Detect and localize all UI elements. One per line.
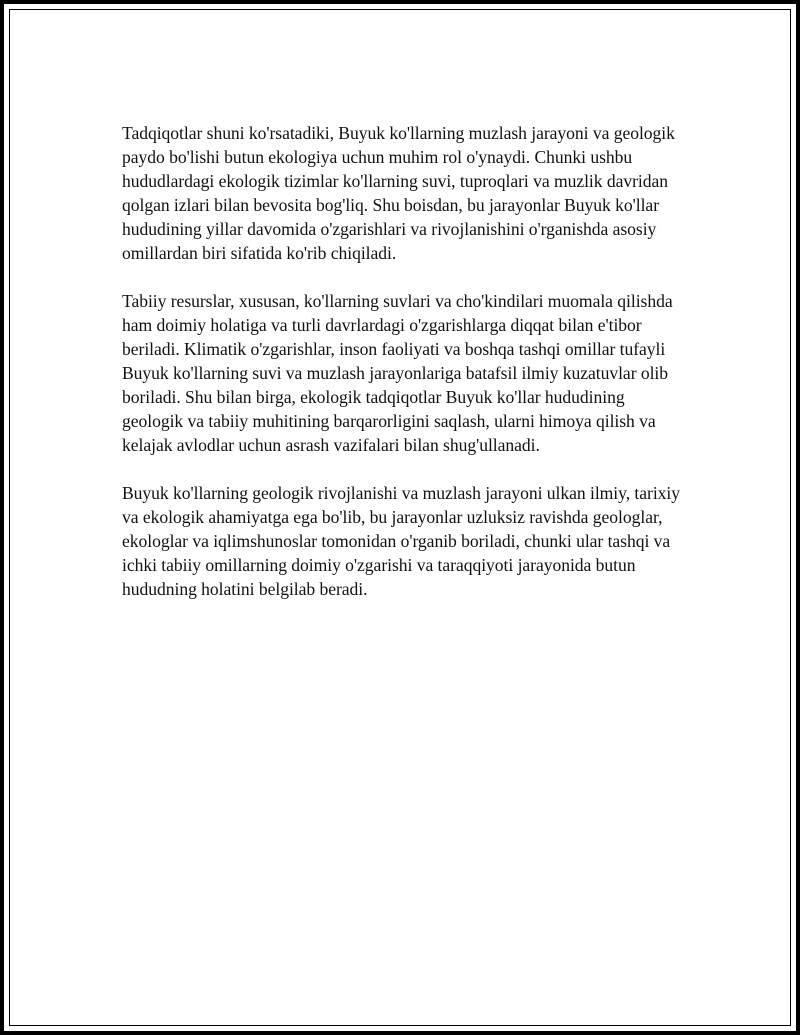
paragraph-3: Buyuk ko'llarning geologik rivojlanishi va muzlash jarayoni ulkan ilmiy, tarixiy va ekologik ahamiyatga ega bo'lib, bu jarayonlar uzluksiz ravishda geologlar, ekologlar va iqlimshunoslar tomonidan o'rganib boriladi, chunki ular tashqi va ichki tabiiy omillarning doimiy o'zgarishi va taraqqiyoti jarayonida butun hududning holatini belgilab beradi.: [122, 483, 681, 599]
paragraph-2: Tabiiy resurslar, xususan, ko'llarning suvlari va cho'kindilari muomala qilishda ham doimiy holatiga va turli davrlardagi o'zgarishlarga diqqat bilan e'tibor beriladi. Klimatik o'zgarishlar, inson faoliyati va boshqa tashqi omillar tufayli Buyuk ko'llarning suvi va muzlash jarayonlariga batafsil ilmiy kuzatuvlar olib boriladi. Shu bilan birga, ekologik tadqiqotlar Buyuk ko'llar hududining geologik va tabiiy muhitining barqarorligini saqlash, ularni himoya qilish va kelajak avlodlar uchun asrash vazifalari bilan shug'ullanadi.: [122, 291, 673, 455]
paragraph-1: Tadqiqotlar shuni ko'rsatadiki, Buyuk ko'llarning muzlash jarayoni va geologik paydo bo'lishi butun ekologiya uchun muhim rol o'ynaydi. Chunki ushbu hududlardagi ekologik tizimlar ko'llarning suvi, tuproqlari va muzlik davridan qolgan izlari bilan bevosita bog'liq. Shu boisdan, bu jarayonlar Buyuk ko'llar hududining yillar davomida o'zgarishlari va rivojlanishini o'rganishda asosiy omillardan biri sifatida ko'rib chiqiladi.: [122, 123, 675, 263]
document-body: [122, 121, 682, 625]
